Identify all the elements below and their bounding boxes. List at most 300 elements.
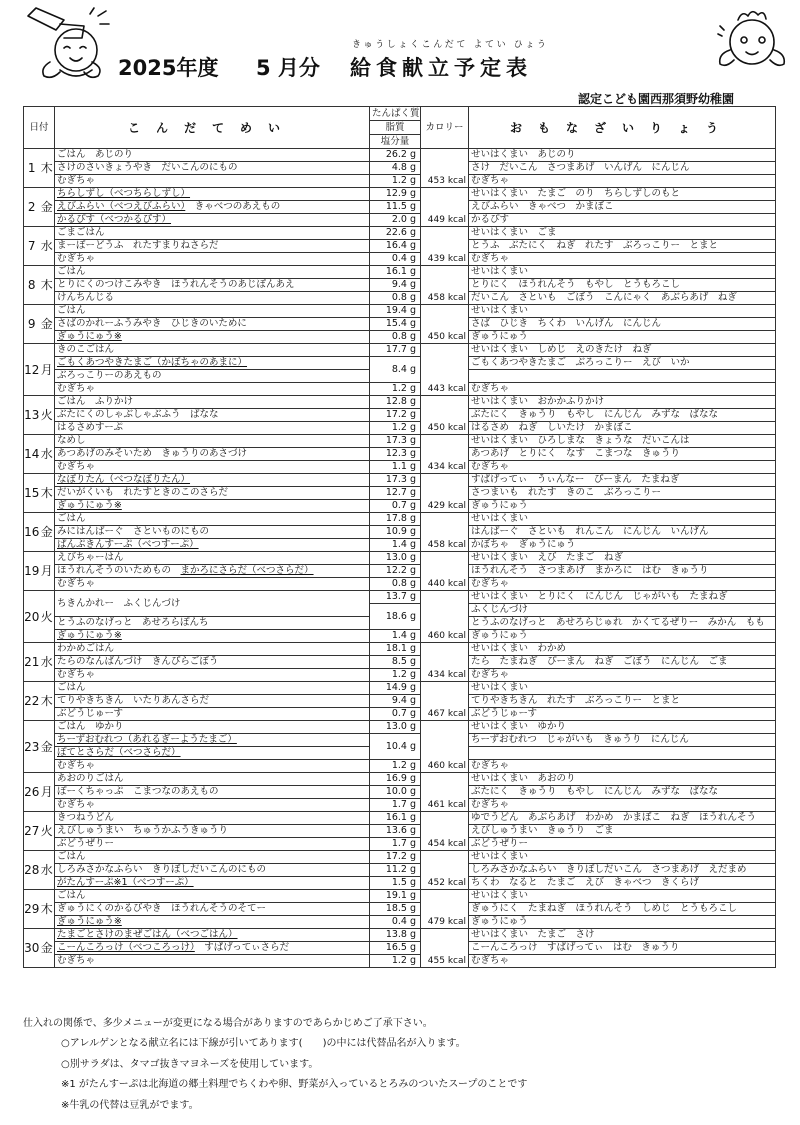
table-row bbox=[24, 214, 776, 227]
menu-item: たまごとさけのまぜごはん（べつごはん） bbox=[57, 929, 238, 940]
salt-value: 0.7 g bbox=[370, 500, 421, 513]
menu-item: ちーずおむれつ（あれるぎーようたまご） bbox=[57, 734, 237, 745]
notes bbox=[23, 1014, 775, 1118]
salt-value: 0.4 g bbox=[370, 253, 421, 266]
menu-cell bbox=[55, 955, 370, 968]
menu-item: さばのかれーふうみやき ひじきのいために bbox=[57, 318, 247, 329]
menu-item: ごもくあつやきたまご（かぼちゃのあまに） bbox=[57, 357, 248, 368]
ingredient-line: ぶどうじゅーす bbox=[469, 708, 776, 721]
header-day: 日付 bbox=[24, 107, 55, 149]
menu-cell bbox=[55, 669, 370, 682]
menu-cell bbox=[55, 552, 370, 565]
ingredient-line: せいはくまい ひろしまな きょうな だいこんは bbox=[469, 435, 776, 448]
salt-value: 1.4 g bbox=[370, 630, 421, 643]
kcal-value: 434 kcal bbox=[421, 435, 469, 474]
menu-cell bbox=[55, 682, 370, 695]
ingredient-line: ぎゅうにく たまねぎ ほうれんそう しめじ とうもろこし bbox=[469, 903, 776, 916]
menu-item: ごはん bbox=[57, 682, 86, 693]
salt-value: 1.1 g bbox=[370, 461, 421, 474]
table-row bbox=[24, 526, 776, 539]
ingredient-line: むぎちゃ bbox=[469, 175, 776, 188]
menu-item: とりにくのつけこみやき ほうれんそうのあじぽんあえ bbox=[57, 279, 295, 290]
kcal-value: 460 kcal bbox=[421, 591, 469, 643]
header-protein: たんぱく質 bbox=[370, 107, 421, 121]
kcal-value: 458 kcal bbox=[421, 266, 469, 305]
ingredient-line: むぎちゃ bbox=[469, 955, 776, 968]
menu-cell bbox=[55, 838, 370, 851]
kcal-value: 452 kcal bbox=[421, 851, 469, 890]
menu-item: あつあげのみそいため きゅうりのあさづけ bbox=[57, 448, 248, 459]
day-number: 20 bbox=[24, 591, 40, 643]
fat-value: 11.5 g bbox=[370, 201, 421, 214]
protein-value: 14.9 g bbox=[370, 682, 421, 695]
menu-item: あおのりごはん bbox=[57, 773, 124, 784]
ingredient-line: えびふらい きゃべつ かまぼこ bbox=[469, 201, 776, 214]
table-row bbox=[24, 396, 776, 409]
table-row bbox=[24, 669, 776, 682]
ingredient-line: せいはくまい bbox=[469, 851, 776, 864]
table-row bbox=[24, 799, 776, 812]
protein-value: 22.6 g bbox=[370, 227, 421, 240]
ingredient-line: さけ だいこん さつまあげ いんげん にんじん bbox=[469, 162, 776, 175]
ingredient-line: むぎちゃ bbox=[469, 383, 776, 396]
menu-cell bbox=[55, 214, 370, 227]
ingredient-line: ぎゅうにゅう bbox=[469, 331, 776, 344]
weekday: 水 bbox=[40, 227, 55, 266]
day-number: 30 bbox=[24, 929, 40, 968]
weekday: 木 bbox=[40, 890, 55, 929]
fat-value: 16.4 g bbox=[370, 240, 421, 253]
weekday: 金 bbox=[40, 305, 55, 344]
table-row bbox=[24, 786, 776, 799]
menu-cell bbox=[55, 565, 370, 578]
title-main: 給食献立予定表 bbox=[350, 56, 532, 80]
menu-cell bbox=[55, 370, 370, 383]
menu-cell bbox=[55, 396, 370, 409]
ingredient-line: せいはくまい ごま bbox=[469, 227, 776, 240]
ingredient-line: せいはくまい しめじ えのきたけ ねぎ bbox=[469, 344, 776, 357]
ingredient-line: とりにく ほうれんそう もやし とうもろこし bbox=[469, 279, 776, 292]
menu-item: ぱんぷきんすーぷ（べつすーぷ） bbox=[57, 539, 199, 550]
menu-cell bbox=[55, 487, 370, 500]
menu-cell bbox=[55, 890, 370, 903]
protein-value: 19.4 g bbox=[370, 305, 421, 318]
protein-value: 17.7 g bbox=[370, 344, 421, 357]
menu-cell bbox=[55, 864, 370, 877]
weekday: 金 bbox=[40, 929, 55, 968]
menu-item: みにはんばーぐ さといものにもの bbox=[57, 526, 210, 537]
menu-item: むぎちゃ bbox=[57, 253, 96, 264]
menu-item: ぽーくちゃっぷ こまつなのあえもの bbox=[57, 786, 219, 797]
menu-item: ごはん bbox=[57, 266, 86, 277]
menu-item: ごはん ゆかり bbox=[57, 721, 124, 732]
ingredient-line: ごもくあつやきたまご ぶろっこりー えび いか bbox=[469, 357, 776, 370]
menu-cell bbox=[55, 760, 370, 773]
menu-cell bbox=[55, 721, 370, 734]
day-number: 23 bbox=[24, 721, 40, 773]
table-row bbox=[24, 929, 776, 942]
table-row bbox=[24, 812, 776, 825]
day-number: 13 bbox=[24, 396, 40, 435]
menu-item: まーぼーどうふ れたすまりねさらだ bbox=[57, 240, 219, 251]
menu-cell bbox=[55, 942, 370, 955]
menu-item: むぎちゃ bbox=[57, 383, 96, 394]
menu-item: ぎゅうにゅう※ bbox=[57, 630, 122, 641]
menu-item: かるぴす（べつかるぴす） bbox=[57, 214, 172, 225]
table-row bbox=[24, 851, 776, 864]
menu-item: きゃべつのあえもの bbox=[185, 201, 281, 212]
menu-item: ぶどうじゅーす bbox=[57, 708, 124, 719]
header-salt: 塩分量 bbox=[370, 135, 421, 149]
salt-value: 0.8 g bbox=[370, 578, 421, 591]
day-number: 15 bbox=[24, 474, 40, 513]
table-row bbox=[24, 864, 776, 877]
salt-value: 1.4 g bbox=[370, 539, 421, 552]
header-menu: こんだてめい bbox=[55, 107, 370, 149]
menu-cell bbox=[55, 786, 370, 799]
kcal-value: 460 kcal bbox=[421, 721, 469, 773]
kcal-value: 443 kcal bbox=[421, 344, 469, 396]
ingredient-line: ほうれんそう さつまあげ まかろに はむ きゅうり bbox=[469, 565, 776, 578]
menu-cell bbox=[55, 227, 370, 240]
menu-cell bbox=[55, 773, 370, 786]
protein-value: 16.9 g bbox=[370, 773, 421, 786]
table-row bbox=[24, 344, 776, 357]
ingredient-line: せいはくまい たまご さけ bbox=[469, 929, 776, 942]
menu-cell bbox=[55, 266, 370, 279]
day-number: 16 bbox=[24, 513, 40, 552]
menu-item: えびふらい（べつえびふらい） bbox=[57, 201, 186, 212]
table-row bbox=[24, 149, 776, 162]
salt-value: 1.2 g bbox=[370, 383, 421, 396]
menu-cell bbox=[55, 240, 370, 253]
table-row bbox=[24, 292, 776, 305]
menu-item: きつねうどん bbox=[57, 812, 115, 823]
table-row bbox=[24, 227, 776, 240]
menu-cell bbox=[55, 422, 370, 435]
kcal-value: 434 kcal bbox=[421, 643, 469, 682]
fat-value: 9.4 g bbox=[370, 695, 421, 708]
protein-value: 17.3 g bbox=[370, 435, 421, 448]
menu-cell bbox=[55, 279, 370, 292]
table-row bbox=[24, 448, 776, 461]
fat-value: 12.3 g bbox=[370, 448, 421, 461]
kcal-value: 440 kcal bbox=[421, 552, 469, 591]
protein-value: 16.1 g bbox=[370, 266, 421, 279]
menu-item: ごはん ふりかけ bbox=[57, 396, 134, 407]
ingredient-line: てりやきちきん れたす ぶろっこりー とまと bbox=[469, 695, 776, 708]
ingredient-line: ぎゅうにゅう bbox=[469, 916, 776, 929]
menu-cell bbox=[55, 175, 370, 188]
ingredient-line: むぎちゃ bbox=[469, 253, 776, 266]
menu-cell bbox=[55, 539, 370, 552]
ingredient-line: はるさめ ねぎ しいたけ かまぼこ bbox=[469, 422, 776, 435]
fat-value: 17.2 g bbox=[370, 409, 421, 422]
menu-item: しろみさかなふらい きりぼしだいこんのにもの bbox=[57, 864, 267, 875]
menu-item: むぎちゃ bbox=[57, 461, 96, 472]
protein-value: 13.0 g bbox=[370, 721, 421, 734]
salt-value: 1.2 g bbox=[370, 669, 421, 682]
kcal-value: 453 kcal bbox=[421, 149, 469, 188]
weekday: 木 bbox=[40, 266, 55, 305]
weekday: 火 bbox=[40, 396, 55, 435]
table-row bbox=[24, 201, 776, 214]
kcal-value: 450 kcal bbox=[421, 305, 469, 344]
menu-cell bbox=[55, 435, 370, 448]
header-fat: 脂質 bbox=[370, 121, 421, 135]
menu-item: はるさめすーぷ bbox=[57, 422, 124, 433]
menu-cell bbox=[55, 825, 370, 838]
ingredient-line: せいはくまい bbox=[469, 513, 776, 526]
table-row bbox=[24, 721, 776, 734]
table-row bbox=[24, 162, 776, 175]
table-row bbox=[24, 877, 776, 890]
menu-cell bbox=[55, 591, 370, 617]
table-row bbox=[24, 565, 776, 578]
kcal-value: 458 kcal bbox=[421, 513, 469, 552]
menu-cell bbox=[55, 318, 370, 331]
protein-value: 17.2 g bbox=[370, 851, 421, 864]
protein-value: 12.8 g bbox=[370, 396, 421, 409]
protein-value: 19.1 g bbox=[370, 890, 421, 903]
fat-value: 12.2 g bbox=[370, 565, 421, 578]
table-row bbox=[24, 422, 776, 435]
ingredient-line: せいはくまい bbox=[469, 682, 776, 695]
protein-value: 12.9 g bbox=[370, 188, 421, 201]
kcal-value: 455 kcal bbox=[421, 929, 469, 968]
menu-cell bbox=[55, 656, 370, 669]
ingredient-line: かぼちゃ ぎゅうにゅう bbox=[469, 539, 776, 552]
menu-cell bbox=[55, 201, 370, 214]
table-row bbox=[24, 318, 776, 331]
menu-cell bbox=[55, 708, 370, 721]
day-number: 19 bbox=[24, 552, 40, 591]
day-number: 27 bbox=[24, 812, 40, 851]
header-kcal: カロリー bbox=[421, 107, 469, 149]
title-ruby: きゅうしょくこんだて よてい ひょう bbox=[352, 40, 549, 50]
menu-item: むぎちゃ bbox=[57, 175, 96, 186]
menu-cell bbox=[55, 357, 370, 370]
fat-value: 8.5 g bbox=[370, 656, 421, 669]
fat-value: 18.5 g bbox=[370, 903, 421, 916]
ingredient-line: むぎちゃ bbox=[469, 669, 776, 682]
day-number: 14 bbox=[24, 435, 40, 474]
menu-item: なぽりたん（べつなぽりたん） bbox=[57, 474, 191, 485]
ingredient-line: せいはくまい わかめ bbox=[469, 643, 776, 656]
menu-cell bbox=[55, 929, 370, 942]
fat-value: 16.5 g bbox=[370, 942, 421, 955]
salt-value: 1.7 g bbox=[370, 838, 421, 851]
weekday: 火 bbox=[40, 812, 55, 851]
day-number: 21 bbox=[24, 643, 40, 682]
salt-value: 1.2 g bbox=[370, 422, 421, 435]
kcal-value: 439 kcal bbox=[421, 227, 469, 266]
weekday: 水 bbox=[40, 435, 55, 474]
menu-item: えびしゅうまい ちゅうかふうきゅうり bbox=[57, 825, 229, 836]
menu-item: ごはん bbox=[57, 851, 86, 862]
fat-value: 18.6 g bbox=[370, 604, 421, 630]
ingredient-line: むぎちゃ bbox=[469, 799, 776, 812]
table-row bbox=[24, 435, 776, 448]
day-number: 22 bbox=[24, 682, 40, 721]
table-row bbox=[24, 643, 776, 656]
weekday: 金 bbox=[40, 513, 55, 552]
ingredient-line: せいはくまい bbox=[469, 305, 776, 318]
kcal-value: 454 kcal bbox=[421, 812, 469, 851]
menu-item: たらのなんばんづけ きんぴらごぼう bbox=[57, 656, 219, 667]
ingredient-line: ちーずおむれつ じゃがいも きゅうり にんじん bbox=[469, 734, 776, 747]
fat-value: 9.4 g bbox=[370, 279, 421, 292]
table-row bbox=[24, 630, 776, 643]
fat-value: 12.7 g bbox=[370, 487, 421, 500]
menu-item: むぎちゃ bbox=[57, 799, 96, 810]
ingredient-line: こーんころっけ すぱげってぃ はむ きゅうり bbox=[469, 942, 776, 955]
table-row bbox=[24, 578, 776, 591]
menu-cell bbox=[55, 812, 370, 825]
menu-item: むぎちゃ bbox=[57, 955, 96, 966]
ingredient-line: はんばーぐ さといも れんこん にんじん いんげん bbox=[469, 526, 776, 539]
menu-cell bbox=[55, 903, 370, 916]
note-line: ○別サラダは、タマゴ抜きマヨネーズを使用しています。 bbox=[61, 1058, 319, 1070]
menu-item: ぽてとさらだ（べつさらだ） bbox=[57, 747, 181, 758]
day-number: 7 bbox=[24, 227, 40, 266]
ingredient-line: すぱげってぃ うぃんなー ぴーまん たまねぎ bbox=[469, 474, 776, 487]
fat-value: 11.2 g bbox=[370, 864, 421, 877]
ingredient-line bbox=[469, 747, 776, 760]
menu-item: むぎちゃ bbox=[57, 760, 96, 771]
table-row bbox=[24, 253, 776, 266]
table-row bbox=[24, 903, 776, 916]
baby-illustration-right bbox=[712, 8, 792, 74]
menu-item: なめし bbox=[57, 435, 86, 446]
menu-item: むぎちゃ bbox=[57, 578, 96, 589]
kcal-value: 450 kcal bbox=[421, 396, 469, 435]
ingredient-line: さつまいも れたす きのこ ぶろっこりー bbox=[469, 487, 776, 500]
menu-item: さけのさいきょうやき だいこんのにもの bbox=[57, 162, 238, 173]
kcal-value: 467 kcal bbox=[421, 682, 469, 721]
table-row bbox=[24, 461, 776, 474]
salt-value: 0.4 g bbox=[370, 916, 421, 929]
ingredient-line: ふくじんづけ bbox=[469, 604, 776, 617]
ingredient-line: だいこん さといも ごぼう こんにゃく あぶらあげ ねぎ bbox=[469, 292, 776, 305]
salt-value: 1.2 g bbox=[370, 955, 421, 968]
salt-value: 0.7 g bbox=[370, 708, 421, 721]
fat-value: 15.4 g bbox=[370, 318, 421, 331]
ingredient-line: せいはくまい たまご のり ちらしずしのもと bbox=[469, 188, 776, 201]
kcal-value: 479 kcal bbox=[421, 890, 469, 929]
menu-cell bbox=[55, 799, 370, 812]
table-row bbox=[24, 539, 776, 552]
ingredient-line: ぶどうぜりー bbox=[469, 838, 776, 851]
ingredient-line: せいはくまい とりにく にんじん じゃがいも たまねぎ bbox=[469, 591, 776, 604]
menu-cell bbox=[55, 474, 370, 487]
table-row bbox=[24, 656, 776, 669]
menu-item: ぶたにくのしゃぶしゃぶふう ばなな bbox=[57, 409, 219, 420]
table-row bbox=[24, 279, 776, 292]
menu-item: ぎゅうにゅう※ bbox=[57, 331, 122, 342]
day-number: 2 bbox=[24, 188, 40, 227]
menu-cell bbox=[55, 448, 370, 461]
table-row bbox=[24, 760, 776, 773]
menu-item: けんちんじる bbox=[57, 292, 115, 303]
menu-item: ぎゅうにゅう※ bbox=[57, 500, 122, 511]
ingredient-line: とうふ ぶたにく ねぎ れたす ぶろっこりー とまと bbox=[469, 240, 776, 253]
salt-value: 1.5 g bbox=[370, 877, 421, 890]
table-row bbox=[24, 487, 776, 500]
salt-value: 1.7 g bbox=[370, 799, 421, 812]
protein-value: 26.2 g bbox=[370, 149, 421, 162]
protein-value: 18.1 g bbox=[370, 643, 421, 656]
ingredient-line: せいはくまい bbox=[469, 266, 776, 279]
weekday: 木 bbox=[40, 149, 55, 188]
menu-cell bbox=[55, 630, 370, 643]
menu-cell bbox=[55, 500, 370, 513]
table-row bbox=[24, 266, 776, 279]
salt-value: 2.0 g bbox=[370, 214, 421, 227]
menu-item: ぶろっこりーのあえもの bbox=[57, 370, 162, 381]
menu-item: わかめごはん bbox=[57, 643, 115, 654]
menu-cell bbox=[55, 578, 370, 591]
weekday: 月 bbox=[40, 552, 55, 591]
ingredient-line: せいはくまい あじのり bbox=[469, 149, 776, 162]
table-row bbox=[24, 331, 776, 344]
kcal-value: 429 kcal bbox=[421, 474, 469, 513]
ingredient-line: ぎゅうにゅう bbox=[469, 630, 776, 643]
kcal-value: 449 kcal bbox=[421, 188, 469, 227]
table-row bbox=[24, 942, 776, 955]
weekday: 火 bbox=[40, 591, 55, 643]
menu-cell bbox=[55, 253, 370, 266]
table-row bbox=[24, 474, 776, 487]
menu-cell bbox=[55, 331, 370, 344]
menu-item: とうふのなげっと あせろらぽんち bbox=[57, 617, 209, 628]
ingredient-line: さば ひじき ちくわ いんげん にんじん bbox=[469, 318, 776, 331]
ingredient-line: むぎちゃ bbox=[469, 461, 776, 474]
menu-cell bbox=[55, 305, 370, 318]
ingredient-line: ぎゅうにゅう bbox=[469, 500, 776, 513]
ingredient-line: かるぴす bbox=[469, 214, 776, 227]
protein-value: 17.8 g bbox=[370, 513, 421, 526]
weekday: 木 bbox=[40, 474, 55, 513]
ingredient-line: ぶたにく きゅうり もやし にんじん みずな ばなな bbox=[469, 409, 776, 422]
menu-item: ごはん bbox=[57, 890, 86, 901]
menu-table bbox=[23, 106, 776, 968]
protein-value: 13.0 g bbox=[370, 552, 421, 565]
weekday: 水 bbox=[40, 851, 55, 890]
menu-item: ほうれんそうのいためもの bbox=[57, 565, 181, 576]
table-row bbox=[24, 734, 776, 747]
ingredient-line: せいはくまい bbox=[469, 890, 776, 903]
menu-item: ちらしずし（べつちらしずし） bbox=[57, 188, 191, 199]
note-line: ○アレルゲンとなる献立名には下線が引いてあります( )の中には代替品名が入ります。 bbox=[61, 1038, 466, 1050]
fat-value: 10.0 g bbox=[370, 786, 421, 799]
menu-item: ぎゅうにくのかるびやき ほうれんそうのそてー bbox=[57, 903, 267, 914]
table-row bbox=[24, 513, 776, 526]
school-name: 認定こども園西那須野幼稚園 bbox=[578, 92, 735, 106]
day-number: 8 bbox=[24, 266, 40, 305]
note-line: ※1 がたんすーぷは北海道の郷土料理でちくわや卵、野菜が入っているとろみのついたスープのことです bbox=[61, 1079, 528, 1091]
menu-cell bbox=[55, 643, 370, 656]
menu-cell bbox=[55, 344, 370, 357]
menu-cell bbox=[55, 292, 370, 305]
fat-value: 10.4 g bbox=[370, 734, 421, 760]
ingredient-line: せいはくまい えび たまご ねぎ bbox=[469, 552, 776, 565]
table-row bbox=[24, 708, 776, 721]
menu-item: こーんころっけ（べつころっけ） bbox=[57, 942, 195, 953]
weekday: 水 bbox=[40, 643, 55, 682]
menu-item: むぎちゃ bbox=[57, 669, 96, 680]
table-row bbox=[24, 240, 776, 253]
